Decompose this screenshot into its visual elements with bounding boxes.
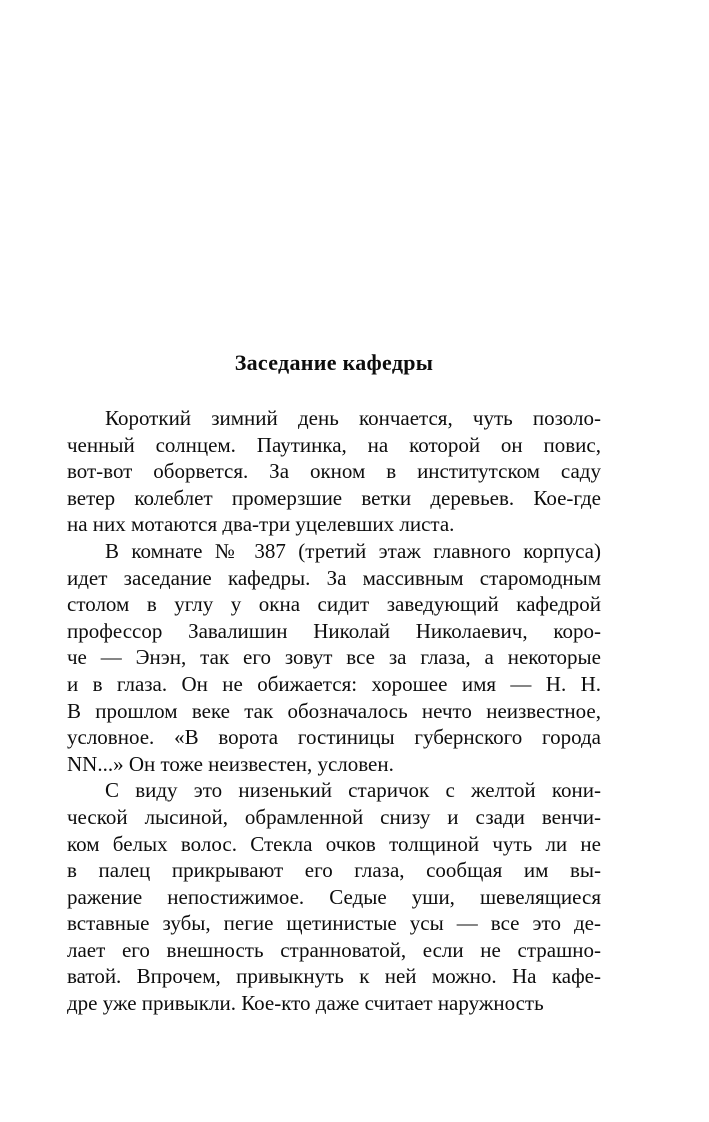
text-line: дре уже привыкли. Кое-кто даже считает наружность — [67, 991, 544, 1016]
text-line: и в глаза. Он не обижается: хорошее имя — Н. Н. — [67, 671, 601, 696]
paragraph — [67, 538, 601, 777]
paragraph — [67, 777, 601, 1016]
text-line: вот-вот оборвется. За окном в институтском саду — [67, 459, 601, 484]
text-line: ражение непостижимое. Седые уши, шевелящиеся — [67, 884, 601, 909]
text-block — [67, 349, 601, 1017]
text-line: ком белых волос. Стекла очков толщиной чуть ли не — [67, 831, 601, 856]
text-line: столом в углу у окна сидит заведующий кафедрой — [67, 592, 601, 617]
text-line: в палец прикрывают его глаза, сообщая им вы- — [67, 858, 601, 883]
text-line: лает его внешность странноватой, если не страшно- — [67, 937, 601, 962]
text-line: вставные зубы, пегие щетинистые усы — все это де- — [67, 911, 601, 936]
paragraph — [67, 405, 601, 538]
text-line: ческой лысиной, обрамленной снизу и сзади венчи- — [67, 804, 601, 829]
text-line: че — Энэн, так его зовут все за глаза, а некоторые — [67, 645, 601, 670]
text-line: ченный солнцем. Паутинка, на которой он повис, — [67, 432, 601, 457]
text-line: В комнате № 387 (третий этаж главного корпуса) — [105, 538, 601, 563]
text-line: условное. «В ворота гостиницы губернского города — [67, 725, 601, 750]
text-line: ватой. Впрочем, привыкнуть к ней можно. На кафе- — [67, 964, 601, 989]
text-line: профессор Завалишин Николай Николаевич, коро- — [67, 618, 601, 643]
text-line: С виду это низенький старичок с желтой кони- — [105, 778, 601, 803]
text-line: идет заседание кафедры. За массивным старомодным — [67, 565, 601, 590]
text-line: NN...» Он тоже неизвестен, условен. — [67, 751, 394, 776]
text-line: В прошлом веке так обозначалось нечто неизвестное, — [67, 698, 601, 723]
text-line: ветер колеблет промерзшие ветки деревьев. Кое-где — [67, 485, 601, 510]
text-line: на них мотаются два-три уцелевших листа. — [67, 512, 455, 537]
text-line: Короткий зимний день кончается, чуть позоло- — [105, 406, 601, 430]
body-text — [67, 405, 601, 1017]
chapter-title: Заседание кафедры — [234, 350, 434, 375]
